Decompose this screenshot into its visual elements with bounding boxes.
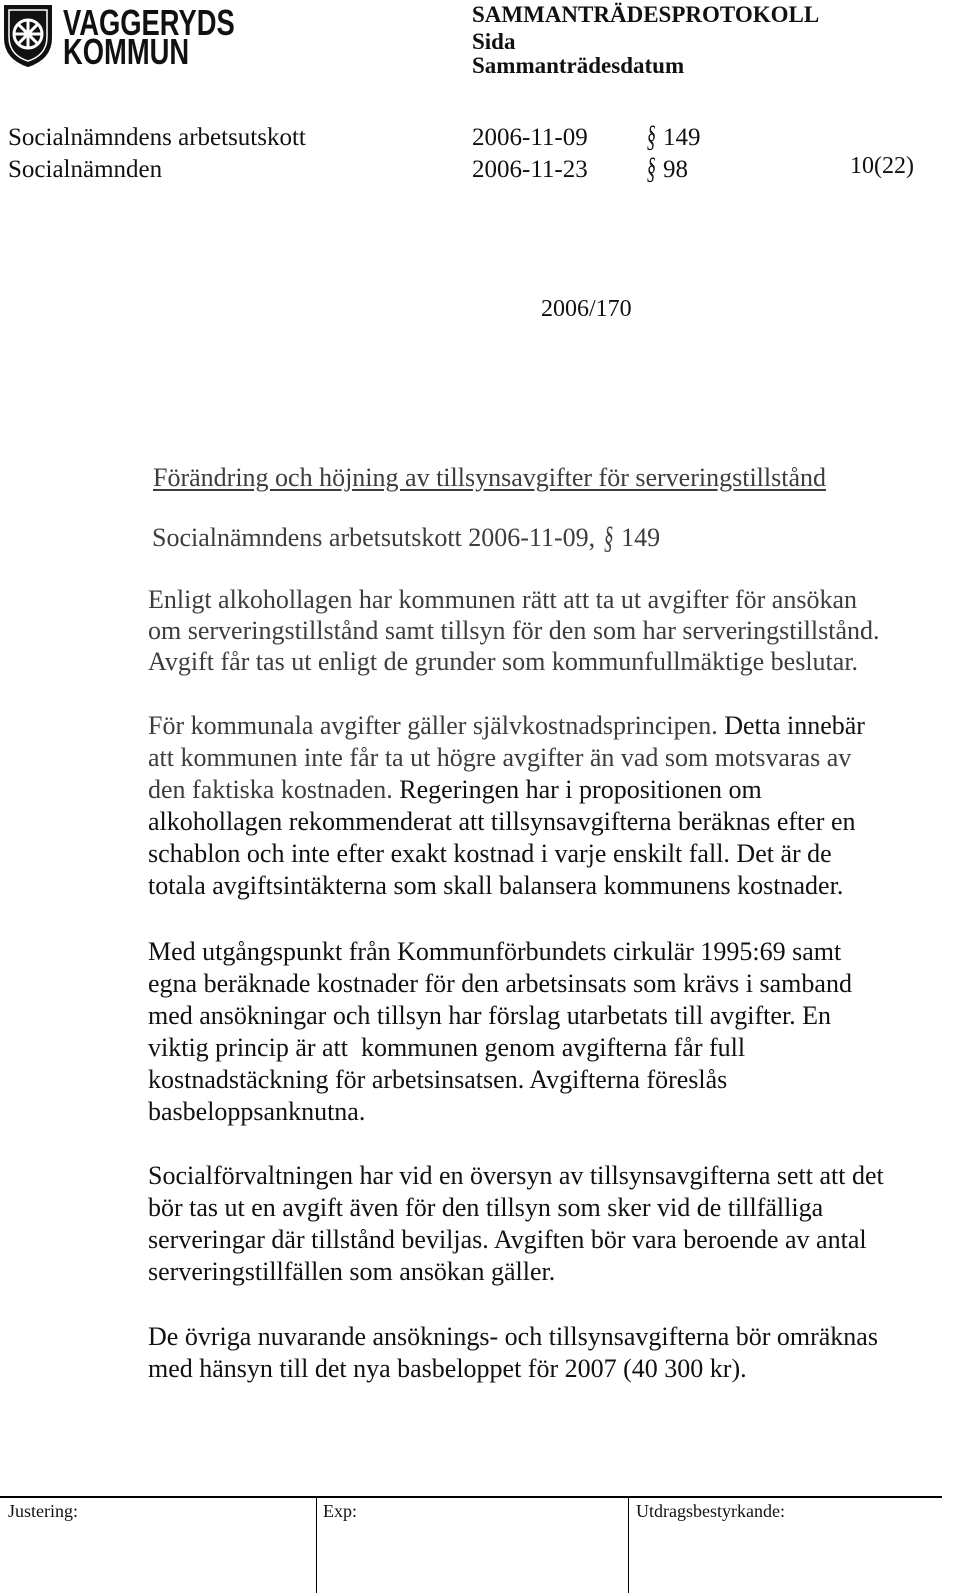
case-number: 2006/170: [541, 296, 632, 322]
paragraph: [148, 1321, 878, 1385]
utdragsbestyrkande-label: Utdragsbestyrkande:: [636, 1501, 785, 1521]
paragraph-line: egna beräknade kostnader för den arbetsinsats som krävs i samband: [148, 969, 852, 998]
meeting-date: 2006-11-09: [472, 124, 588, 151]
exp-label: Exp:: [323, 1501, 357, 1521]
document-type: SAMMANTRÄDESPROTOKOLL: [472, 2, 820, 27]
paragraph-line: med hänsyn till det nya basbeloppet för 2007 (40 300 kr).: [148, 1354, 747, 1383]
paragraph: [148, 710, 865, 902]
paragraph-line: med ansökningar och tillsyn har förslag utarbetats till avgifter. En: [148, 1001, 832, 1030]
paragraph: [148, 584, 880, 677]
paragraph-line: om serveringstillstånd samt tillsyn för den som har serveringstillstånd.: [148, 616, 880, 645]
section-sign-glyph: §: [603, 519, 613, 556]
paragraph-line: viktig princip är att kommunen genom avgifterna får full: [148, 1033, 746, 1062]
page-number: 10(22): [850, 153, 914, 179]
meeting-date-label: Sammanträdesdatum: [472, 53, 685, 78]
paragraph-line: Avgift får tas ut enligt de grunder som kommunfullmäktige beslutar.: [148, 647, 859, 676]
paragraph-line: Socialförvaltningen har vid en översyn av tillsynsavgifterna sett att det: [148, 1161, 884, 1190]
line-segment: För kommunala avgifter gäller självkostnadsprincipen.: [148, 711, 718, 740]
reference-line: [152, 519, 661, 556]
logo-text-line2: KOMMUN: [63, 31, 190, 72]
footer-divider: [0, 1496, 942, 1498]
section-sign: [645, 154, 658, 186]
paragraph-line: basbeloppsanknutna.: [148, 1097, 366, 1126]
line-segment: Detta innebär: [724, 711, 865, 740]
footer-column-divider: [316, 1496, 317, 1593]
paragraph-line: [148, 774, 865, 806]
paragraph-line: schablon och inte efter exakt kostnad i varje enskilt fall. Det är de: [148, 839, 832, 868]
meeting-body: Socialnämndens arbetsutskott: [8, 124, 306, 151]
reference-text: Socialnämndens arbetsutskott 2006-11-09,: [152, 523, 596, 552]
page-label: Sida: [472, 29, 516, 54]
item-title: Förändring och höjning av tillsynsavgifter för serveringstillstånd: [153, 463, 826, 492]
paragraph: [148, 936, 852, 1128]
section-number: 98: [663, 156, 688, 183]
paragraph-line: Enligt alkohollagen har kommunen rätt att ta ut avgifter för ansökan: [148, 585, 858, 614]
section-sign-glyph: §: [646, 120, 656, 154]
justering-label: Justering:: [8, 1501, 78, 1521]
reference-section: 149: [621, 523, 661, 552]
paragraph-line: De övriga nuvarande ansöknings- och tillsynsavgifterna bör omräknas: [148, 1322, 878, 1351]
paragraph-line: bör tas ut en avgift även för den tillsyn som sker vid de tillfälliga: [148, 1193, 824, 1222]
paragraph-line: serveringstillfällen som ansökan gäller.: [148, 1257, 556, 1286]
paragraph-line: totala avgiftsintäkterna som skall balansera kommunens kostnader.: [148, 871, 844, 900]
paragraph-line: serveringar där tillstånd beviljas. Avgiften bör vara beroende av antal: [148, 1225, 867, 1254]
meeting-body: Socialnämnden: [8, 156, 163, 183]
paragraph-line: kostnadstäckning för arbetsinsatsen. Avgifterna föreslås: [148, 1065, 728, 1094]
line-segment: Regeringen har i propositionen om: [399, 775, 762, 804]
paragraph-line: Med utgångspunkt från Kommunförbundets cirkulär 1995:69 samt: [148, 937, 842, 966]
paragraph-line: [148, 710, 865, 742]
paragraph-line: att kommunen inte får ta ut högre avgifter än vad som motsvaras av: [148, 743, 852, 772]
wheel-crest-icon: [3, 4, 53, 68]
paragraph: [148, 1160, 884, 1288]
line-segment: den faktiska kostnaden.: [148, 775, 393, 804]
section-sign-glyph: §: [646, 152, 656, 186]
logo-text-line1: VAGGERYDS: [63, 2, 235, 43]
footer-column-divider: [628, 1496, 629, 1593]
meeting-date: 2006-11-23: [472, 156, 588, 183]
section-number: 149: [663, 124, 701, 151]
section-sign: [645, 122, 658, 154]
paragraph-line: alkohollagen rekommenderat att tillsynsavgifterna beräknas efter en: [148, 807, 856, 836]
